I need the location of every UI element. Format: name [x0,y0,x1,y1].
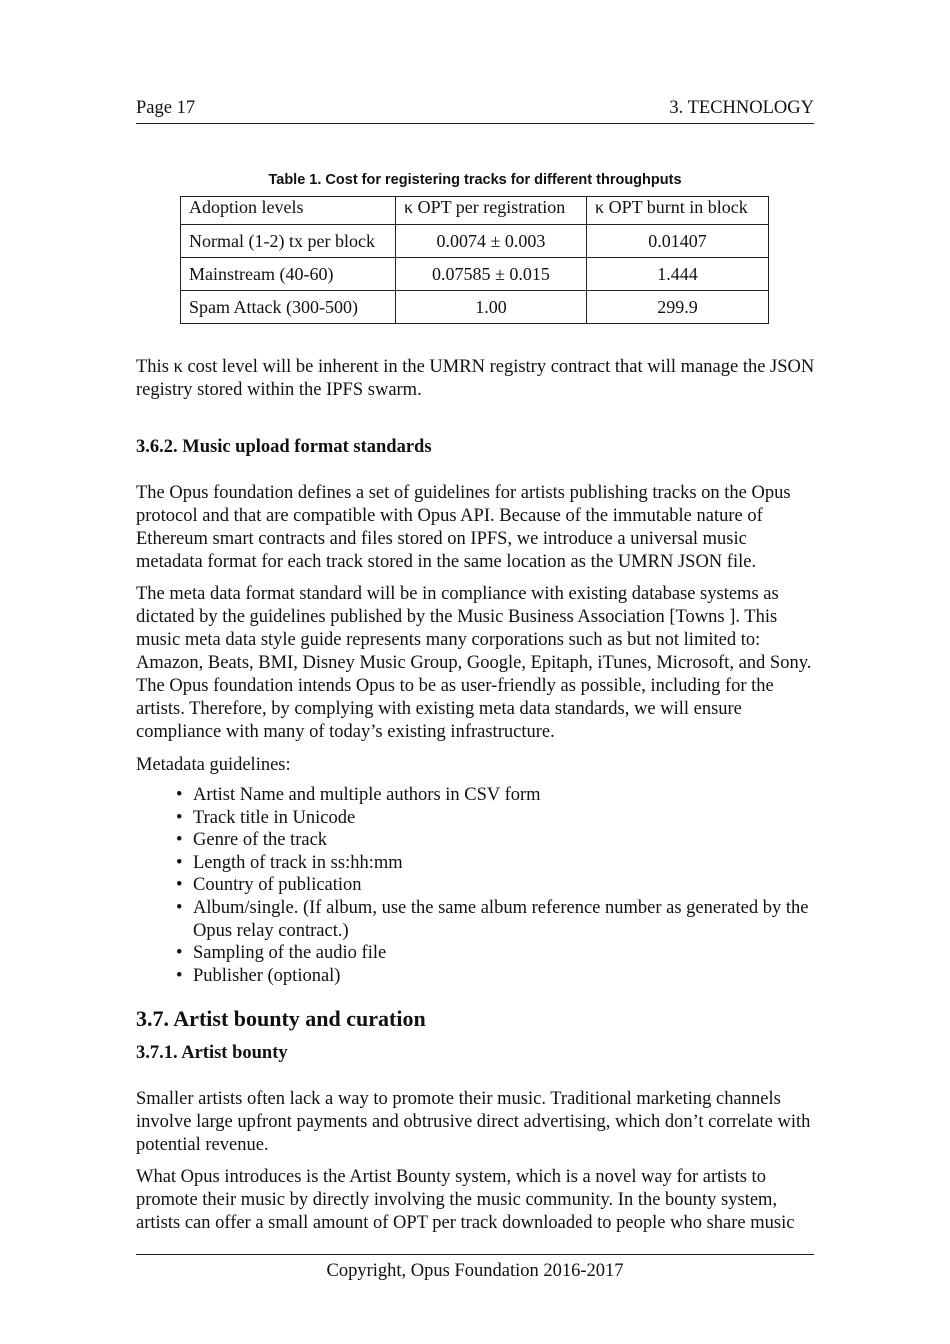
table-cell: 1.444 [587,258,769,291]
cost-table [180,196,769,324]
section-title: 3. TECHNOLOGY [669,98,814,118]
heading-3-7-1: 3.7.1. Artist bounty [136,1043,288,1063]
list-item: • Artist Name and multiple authors in CSV form [176,784,816,807]
column-header: Adoption levels [181,197,396,225]
list-item: • Country of publication [176,874,816,897]
list-item: • Length of track in ss:hh:mm [176,852,816,875]
table-header-row [181,197,769,225]
table-cell: Spam Attack (300-500) [181,291,396,324]
heading-3-7: 3.7. Artist bounty and curation [136,1006,426,1031]
column-header: κ OPT per registration [396,197,587,225]
table-cell: 0.07585 ± 0.015 [396,258,587,291]
paragraph-smaller-artists: Smaller artists often lack a way to promote their music. Traditional marketing channels involve large upfront payments and obtrusive direct advertising, which don’t correlate with potential revenue. [136,1089,811,1155]
metadata-guidelines-list [176,784,816,987]
page-number: Page 17 [136,98,196,118]
paragraph-kappa-cost: This κ cost level will be inherent in the UMRN registry contract that will manage the JSON registry stored within the IPFS swarm. [136,357,815,400]
table-cell: 1.00 [396,291,587,324]
table-cell: 0.01407 [587,225,769,258]
table-row [181,225,769,258]
table-row [181,291,769,324]
list-item: • Publisher (optional) [176,965,816,988]
footer-rule [136,1254,814,1255]
metadata-label: Metadata guidelines: [136,755,291,775]
list-item: • Sampling of the audio file [176,942,816,965]
table-row [181,258,769,291]
running-header [136,97,814,124]
list-item: • Track title in Unicode [176,807,816,830]
paragraph-artist-bounty: What Opus introduces is the Artist Bounty system, which is a novel way for artists to promote their music by directly involving the music community. In the bounty system, artists can offer a small amount of OPT per track downloaded to people who share music [136,1167,795,1233]
footer-copyright: Copyright, Opus Foundation 2016-2017 [326,1261,624,1281]
column-header: κ OPT burnt in block [587,197,769,225]
table-caption: Table 1. Cost for registering tracks for different throughputs [268,172,682,188]
table-cell: 0.0074 ± 0.003 [396,225,587,258]
heading-3-6-2: 3.6.2. Music upload format standards [136,437,432,457]
paragraph-meta-standard: The meta data format standard will be in compliance with existing database systems as dictated by the guidelines published by the Music Business Association [Towns ]. This music meta data style guide represents many corporations such as but not limited to: Amazon, Beats, BMI, Disney Music Group, Google, Epitaph, iTunes, Microsoft, and Sony. The Opus foundation intends Opus to be as user-friendly as possible, including for the artists. Therefore, by complying with existing meta data standards, we will ensure compliance with many of today’s existing infrastructure. [136,584,812,742]
list-item: • Album/single. (If album, use the same album reference number as generated by the Opus relay contract.) [176,897,816,942]
paragraph-opus-guidelines: The Opus foundation defines a set of guidelines for artists publishing tracks on the Opus protocol and that are compatible with Opus API. Because of the immutable nature of Ethereum smart contracts and files stored on IPFS, we introduce a universal music metadata format for each track stored in the same location as the UMRN JSON file. [136,483,791,572]
table-cell: Mainstream (40-60) [181,258,396,291]
list-item: • Genre of the track [176,829,816,852]
table-cell: Normal (1-2) tx per block [181,225,396,258]
table-cell: 299.9 [587,291,769,324]
